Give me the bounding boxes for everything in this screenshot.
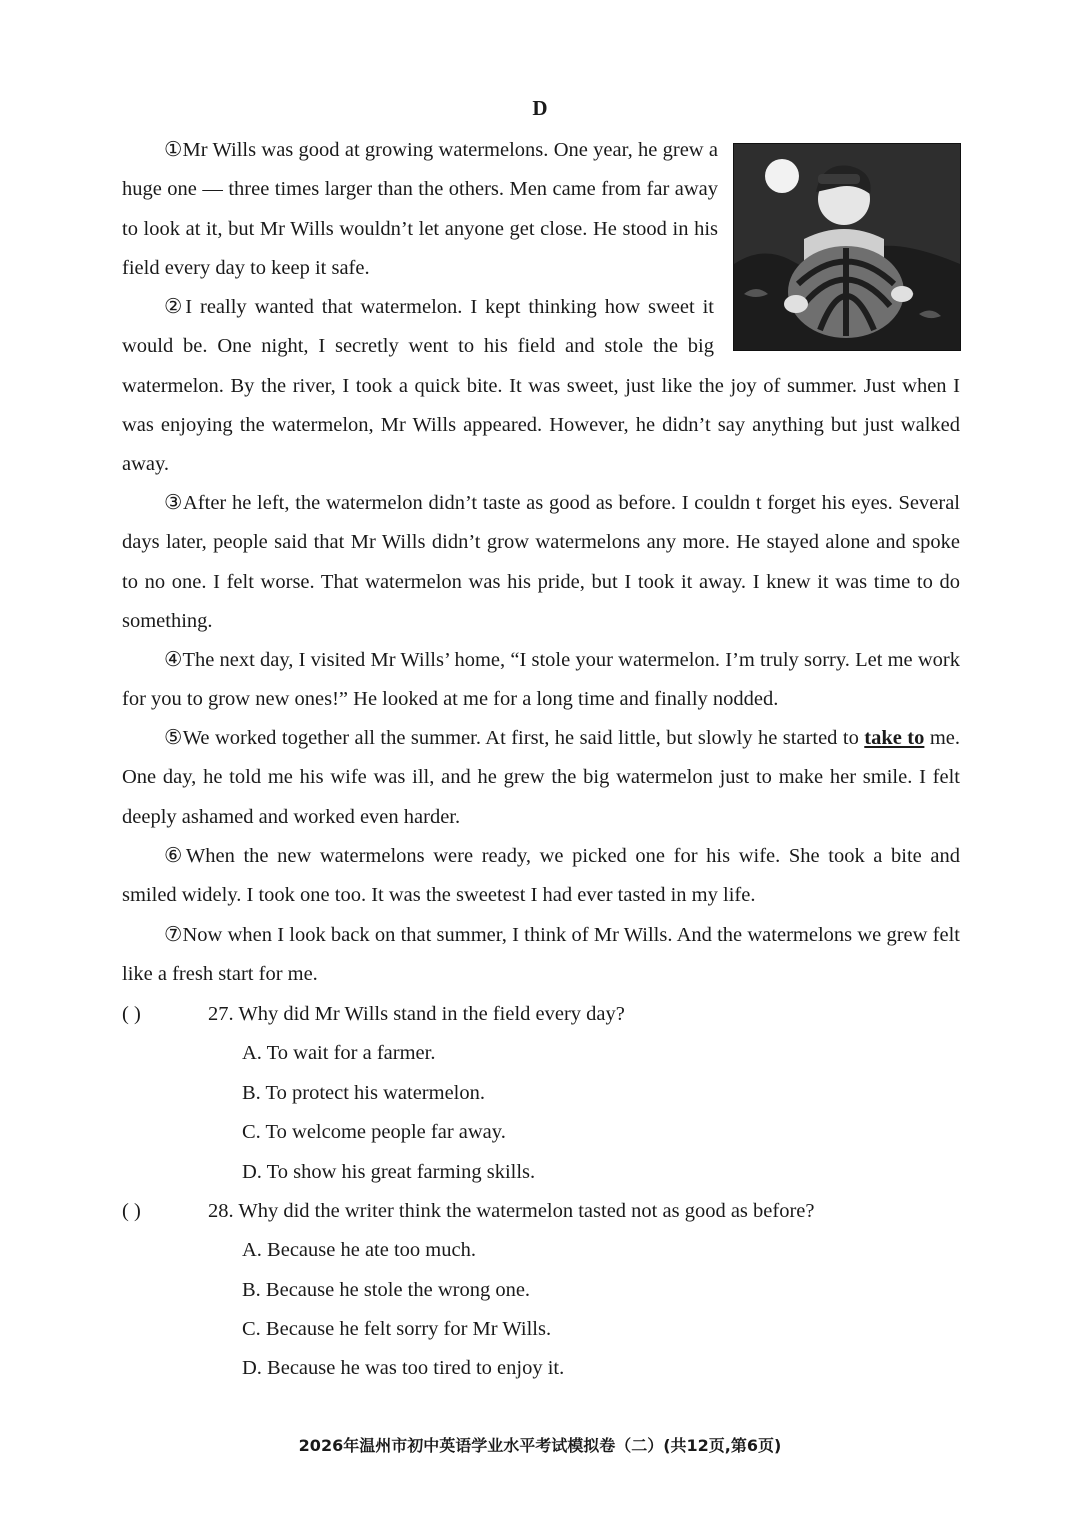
paragraph-5-before: ⑤We worked together all the summer. At first, he said little, but slowly he started to xyxy=(164,727,865,749)
option-d: D. To show his great farming skills. xyxy=(242,1161,536,1183)
question-27 xyxy=(122,995,625,1034)
question-28 xyxy=(122,1192,814,1231)
option-d: D. Because he was too tired to enjoy it. xyxy=(242,1357,565,1379)
page-footer: 2026年温州市初中英语学业水平考试模拟卷（二）(共12页,第6页) xyxy=(298,1436,782,1455)
paragraph-5 xyxy=(122,719,960,837)
section-title: D xyxy=(532,96,548,120)
question-stem: 28. Why did the writer think the watermelon tasted not as good as before? xyxy=(208,1200,815,1222)
option-b: B. Because he stole the wrong one. xyxy=(242,1279,531,1301)
paragraph-3: ③After he left, the watermelon didn’t taste as good as before. I couldn t forget his eyes. Several days later, people said that Mr Wills didn’t grow watermelons any more. He stayed alone and spoke to no one. I felt worse. That watermelon was his pride, but I took it away. I knew it was time to do something. xyxy=(122,492,960,632)
paragraph-7: ⑦Now when I look back on that summer, I think of Mr Wills. And the watermelons we grew felt like a fresh start for me. xyxy=(122,924,960,986)
option-a: A. To wait for a farmer. xyxy=(242,1042,436,1064)
paragraph-4: ④The next day, I visited Mr Wills’ home, “I stole your watermelon. I’m truly sorry. Let me work for you to grow new ones!” He looked at me for a long time and finally nodded. xyxy=(122,649,960,711)
answer-bracket[interactable]: ( ) xyxy=(122,1003,141,1025)
option-c: C. To welcome people far away. xyxy=(242,1121,506,1143)
question-stem: 27. Why did Mr Wills stand in the field every day? xyxy=(208,1003,625,1025)
paragraph-2-text: ②I really wanted that watermelon. I kept thinking how sweet it would be. One night, I secretly went to his field and stole the big watermelon. By the river, I took a quick bite. It was sweet, just like the joy of summer. Just when I was enjoying the watermelon, Mr Wills appeared. However, he didn’t say anything but just walked away. xyxy=(122,296,960,476)
paragraph-6: ⑥When the new watermelons were ready, we picked one for his wife. She took a bite and smiled widely. I took one too. It was the sweetest I had ever tasted in my life. xyxy=(122,845,960,907)
answer-bracket[interactable]: ( ) xyxy=(122,1200,141,1222)
option-a: A. Because he ate too much. xyxy=(242,1239,476,1261)
paragraph-2 xyxy=(122,288,960,484)
paragraph-1: ①Mr Wills was good at growing watermelons. One year, he grew a huge one — three times larger than the others. Men came from far away to look at it, but Mr Wills wouldn’t let anyone get close. He stood in his field every day to keep it safe. xyxy=(122,139,718,279)
underlined-phrase: take to xyxy=(864,727,925,749)
paragraph-5-after: me. One day, he told me his wife was ill, and he grew the big watermelon just to make her smile. I felt deeply ashamed and worked even harder. xyxy=(122,727,960,828)
option-b: B. To protect his watermelon. xyxy=(242,1082,485,1104)
option-c: C. Because he felt sorry for Mr Wills. xyxy=(242,1318,552,1340)
